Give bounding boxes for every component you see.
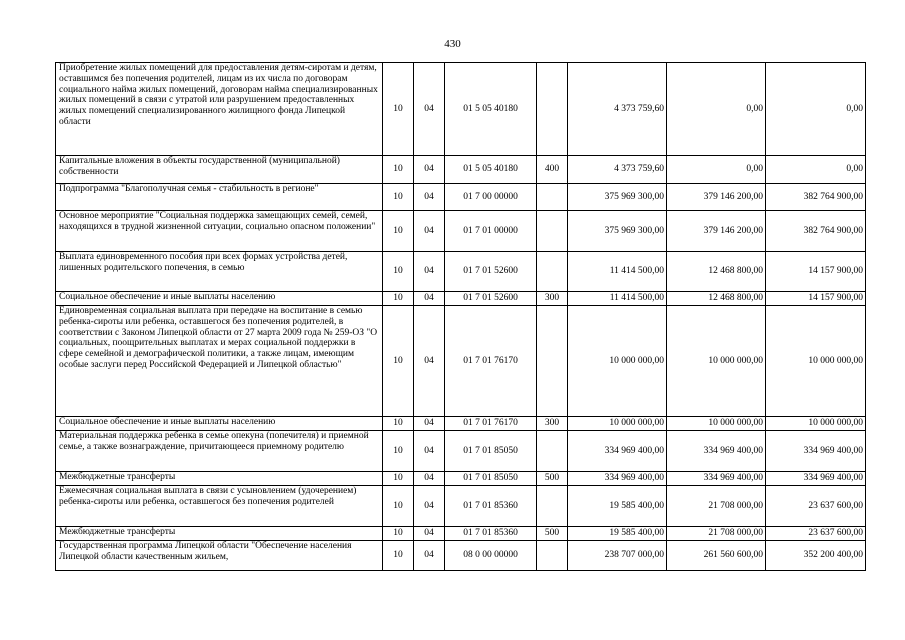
row-year3: 10 000 000,00 [766, 306, 866, 417]
row-year3: 23 637 600,00 [766, 527, 866, 541]
row-year2: 0,00 [667, 63, 766, 156]
row-type-code [537, 431, 568, 472]
row-year3: 14 157 900,00 [766, 292, 866, 306]
row-name: Капитальные вложения в объекты государственной (муниципальной) собственности [56, 156, 383, 184]
row-year2: 334 969 400,00 [667, 472, 766, 486]
row-target-code: 01 7 01 85050 [445, 431, 537, 472]
row-type-code [537, 541, 568, 571]
table-row [56, 184, 866, 211]
row-section: 10 [383, 431, 414, 472]
row-subsection: 04 [414, 184, 445, 211]
row-year2: 10 000 000,00 [667, 306, 766, 417]
row-section: 10 [383, 472, 414, 486]
row-section: 10 [383, 306, 414, 417]
table-row [56, 211, 866, 252]
row-year1: 19 585 400,00 [568, 527, 667, 541]
row-year1: 375 969 300,00 [568, 184, 667, 211]
row-type-code [537, 63, 568, 156]
row-type-code: 400 [537, 156, 568, 184]
row-year3: 14 157 900,00 [766, 252, 866, 292]
row-name: Ежемесячная социальная выплата в связи с усыновлением (удочерением) ребенка-сироты или ребенка, оставшегося без попечения родителей [56, 486, 383, 527]
row-type-code: 300 [537, 417, 568, 431]
table-row [56, 541, 866, 571]
table-row [56, 252, 866, 292]
table-row [56, 417, 866, 431]
row-subsection: 04 [414, 541, 445, 571]
row-subsection: 04 [414, 63, 445, 156]
row-type-code: 500 [537, 472, 568, 486]
row-target-code: 01 7 00 00000 [445, 184, 537, 211]
row-year3: 0,00 [766, 63, 866, 156]
table-row [56, 527, 866, 541]
row-year2: 21 708 000,00 [667, 527, 766, 541]
row-name: Подпрограмма "Благополучная семья - стабильность в регионе" [56, 184, 383, 211]
row-section: 10 [383, 184, 414, 211]
row-type-code [537, 306, 568, 417]
row-section: 10 [383, 252, 414, 292]
row-year3: 10 000 000,00 [766, 417, 866, 431]
row-subsection: 04 [414, 486, 445, 527]
row-target-code: 01 7 01 76170 [445, 306, 537, 417]
row-section: 10 [383, 292, 414, 306]
table-row [56, 472, 866, 486]
row-name: Материальная поддержка ребенка в семье опекуна (попечителя) и приемной семье, а также вознаграждение, причитающееся приемному родителю [56, 431, 383, 472]
row-target-code: 01 7 01 00000 [445, 211, 537, 252]
row-type-code [537, 184, 568, 211]
row-type-code: 300 [537, 292, 568, 306]
row-target-code: 08 0 00 00000 [445, 541, 537, 571]
row-target-code: 01 5 05 40180 [445, 156, 537, 184]
row-subsection: 04 [414, 472, 445, 486]
row-year2: 12 468 800,00 [667, 292, 766, 306]
row-year1: 10 000 000,00 [568, 417, 667, 431]
row-target-code: 01 7 01 85050 [445, 472, 537, 486]
table-row [56, 306, 866, 417]
table-row [56, 63, 866, 156]
row-section: 10 [383, 211, 414, 252]
row-year3: 334 969 400,00 [766, 472, 866, 486]
row-target-code: 01 7 01 52600 [445, 292, 537, 306]
row-year1: 19 585 400,00 [568, 486, 667, 527]
row-subsection: 04 [414, 431, 445, 472]
row-target-code: 01 7 01 76170 [445, 417, 537, 431]
row-name: Выплата единовременного пособия при всех формах устройства детей, лишенных родительского попечения, в семью [56, 252, 383, 292]
row-name: Основное мероприятие "Социальная поддержка замещающих семей, семей, находящихся в трудной жизненной ситуации, социально опасном положении" [56, 211, 383, 252]
row-year2: 379 146 200,00 [667, 184, 766, 211]
row-type-code [537, 211, 568, 252]
row-year2: 261 560 600,00 [667, 541, 766, 571]
row-section: 10 [383, 156, 414, 184]
row-subsection: 04 [414, 417, 445, 431]
row-section: 10 [383, 527, 414, 541]
budget-table [55, 62, 866, 571]
row-year3: 334 969 400,00 [766, 431, 866, 472]
row-year3: 382 764 900,00 [766, 211, 866, 252]
row-name: Единовременная социальная выплата при передаче на воспитание в семью ребенка-сироты или ребенка, оставшегося без попечения родителей, в соответствии с Законом Липецкой области от 27 марта 2009 года № 259-ОЗ "О социальных, поощрительных выплатах и мерах социальной поддержки в сфере семейной и демографической политики, а также лицам, имеющим особые заслуги перед Российской Федерацией и Липецкой областью" [56, 306, 383, 417]
row-year1: 11 414 500,00 [568, 252, 667, 292]
row-name: Приобретение жилых помещений для предоставления детям-сиротам и детям, оставшимся без попечения родителей, лицам из их числа по договорам социального найма жилых помещений, договорам найма специализированных жилых помещений в связи с утратой или разрушением предоставленных жилых помещений специализированного жилищного фонда Липецкой области [56, 63, 383, 156]
row-year1: 11 414 500,00 [568, 292, 667, 306]
row-year3: 0,00 [766, 156, 866, 184]
row-year1: 10 000 000,00 [568, 306, 667, 417]
row-year3: 352 200 400,00 [766, 541, 866, 571]
table-row [56, 431, 866, 472]
row-year1: 334 969 400,00 [568, 431, 667, 472]
row-name: Государственная программа Липецкой области "Обеспечение населения Липецкой области качественным жильем, [56, 541, 383, 571]
row-name: Межбюджетные трансферты [56, 472, 383, 486]
row-target-code: 01 5 05 40180 [445, 63, 537, 156]
row-year2: 10 000 000,00 [667, 417, 766, 431]
row-year1: 375 969 300,00 [568, 211, 667, 252]
row-year1: 4 373 759,60 [568, 63, 667, 156]
row-subsection: 04 [414, 252, 445, 292]
row-year1: 4 373 759,60 [568, 156, 667, 184]
row-name: Социальное обеспечение и иные выплаты населению [56, 292, 383, 306]
row-type-code [537, 252, 568, 292]
row-year2: 21 708 000,00 [667, 486, 766, 527]
row-year2: 334 969 400,00 [667, 431, 766, 472]
row-subsection: 04 [414, 292, 445, 306]
row-subsection: 04 [414, 306, 445, 417]
row-subsection: 04 [414, 211, 445, 252]
row-target-code: 01 7 01 85360 [445, 486, 537, 527]
row-type-code: 500 [537, 527, 568, 541]
row-year3: 382 764 900,00 [766, 184, 866, 211]
table-row [56, 292, 866, 306]
row-year2: 0,00 [667, 156, 766, 184]
row-year3: 23 637 600,00 [766, 486, 866, 527]
table-row [56, 486, 866, 527]
row-subsection: 04 [414, 527, 445, 541]
row-section: 10 [383, 417, 414, 431]
row-type-code [537, 486, 568, 527]
row-year2: 379 146 200,00 [667, 211, 766, 252]
row-target-code: 01 7 01 52600 [445, 252, 537, 292]
row-section: 10 [383, 486, 414, 527]
table-row [56, 156, 866, 184]
page-number: 430 [444, 38, 461, 50]
row-name: Межбюджетные трансферты [56, 527, 383, 541]
row-subsection: 04 [414, 156, 445, 184]
row-name: Социальное обеспечение и иные выплаты населению [56, 417, 383, 431]
row-year1: 238 707 000,00 [568, 541, 667, 571]
row-year2: 12 468 800,00 [667, 252, 766, 292]
row-year1: 334 969 400,00 [568, 472, 667, 486]
row-section: 10 [383, 541, 414, 571]
row-section: 10 [383, 63, 414, 156]
row-target-code: 01 7 01 85360 [445, 527, 537, 541]
